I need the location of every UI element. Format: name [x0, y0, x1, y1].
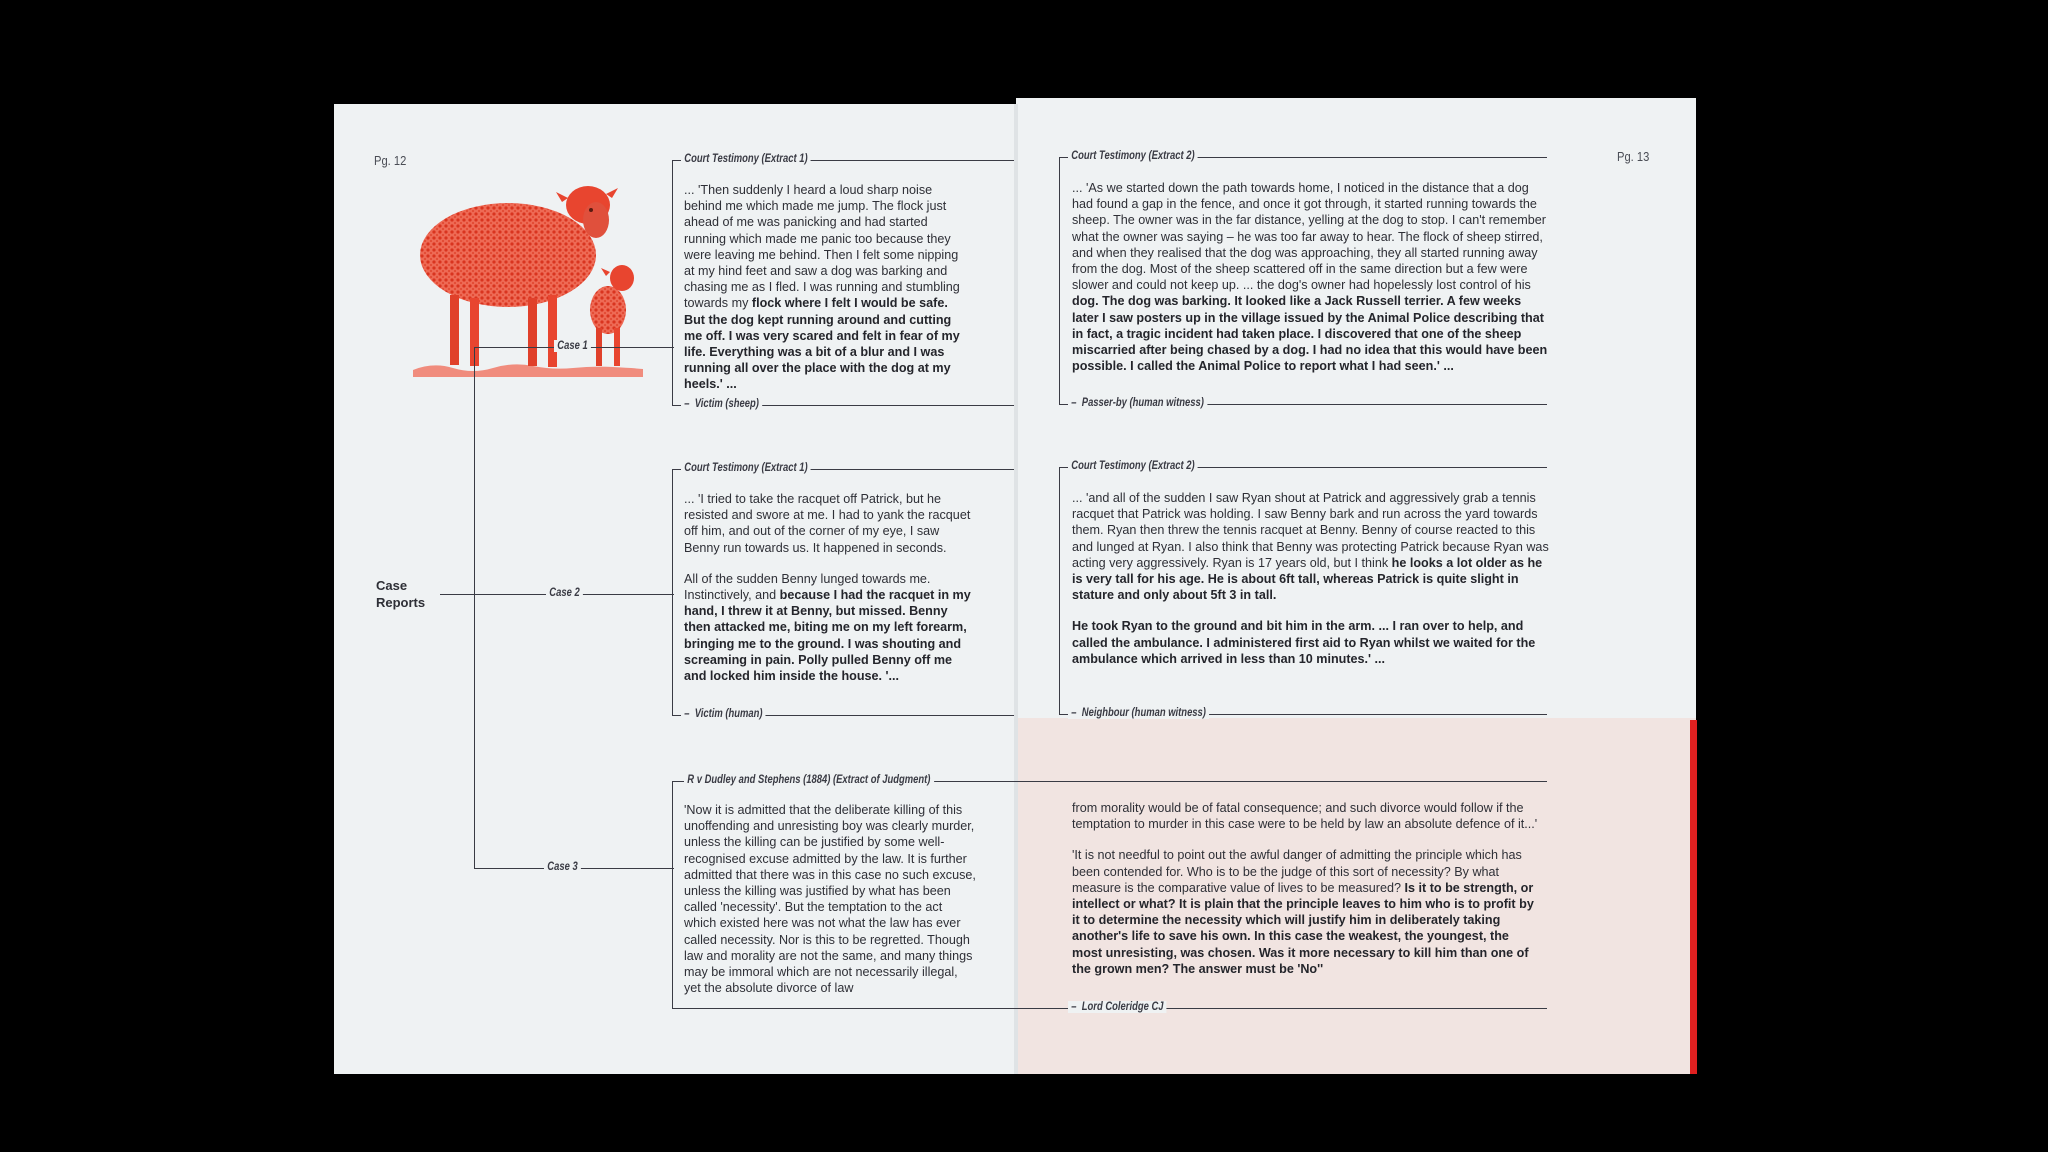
- case2-left-para2: [684, 571, 974, 684]
- sheep-and-lamb-illustration: [408, 170, 648, 385]
- case3-right-para2-plain: 'It is not needful to point out the awful danger of admitting the principle which has been contended for. Who is to be the judge of this sort of necessity? By what measure is the comparative value of lives to be measured?: [1072, 848, 1522, 895]
- case1-right-attribution-text: Passer-by (human witness): [1081, 397, 1204, 409]
- case2-right-attribution-text: Neighbour (human witness): [1081, 707, 1206, 719]
- case2-left-attribution-text: Victim (human): [694, 708, 763, 720]
- section-title-line2: Reports: [376, 595, 426, 610]
- case3-attribution-text: Lord Coleridge CJ: [1081, 1001, 1164, 1013]
- case2-right-testimony: [1072, 490, 1550, 682]
- case3-bracket: [672, 781, 673, 1009]
- case2-right-attribution: – Neighbour (human witness): [1068, 707, 1209, 719]
- case2-left-para2-plain: All of the sudden Benny lunged towards me. Instinctively, and: [684, 571, 931, 603]
- case2-right-para1: [1072, 490, 1550, 603]
- red-page-edge: [1690, 720, 1697, 1074]
- case1-left-bracket: [672, 160, 673, 406]
- case3-attribution: – Lord Coleridge CJ: [1068, 1001, 1167, 1013]
- case2-right-para1-plain: ... 'and all of the sudden I saw Ryan shout at Patrick and aggressively grab a tennis racquet that Patrick was holding. I saw Benny bark and run across the yard towards them. Ryan then threw the tennis racquet at Benny. Benny of course reacted to this and lunged at Ryan. I also think that Benny was protecting Patrick because Ryan was acting very aggressively. Ryan is 17 years old, but I think: [1072, 491, 1549, 570]
- section-title-line1: Case: [376, 578, 408, 593]
- case3-left-text: 'Now it is admitted that the deliberate killing of this unoffending and unresisting boy was clearly murder, unless the killing can be justified by some well-recognised excuse admitted by the law. It is further admitted that there was in this case no such excuse, unless the killing was justified by what has been called 'necessity'. But the temptation to the act which existed here was not what the law has ever called necessity. Nor is this to be regretted. Though law and morality are not the same, and many things may be immoral which are not necessarily illegal, yet the absolute divorce of law: [684, 803, 976, 996]
- case3-heading: R v Dudley and Stephens (1884) (Extract of Judgment): [684, 774, 934, 786]
- case3-judgment-right: [1072, 800, 1542, 992]
- case2-right-bracket: [1059, 467, 1060, 715]
- case2-right-heading: Court Testimony (Extract 2): [1068, 460, 1198, 472]
- case2-left-heading: Court Testimony (Extract 1): [681, 462, 811, 474]
- case2-left-attribution: – Victim (human): [681, 708, 766, 720]
- case1-right-bracket: [1059, 157, 1060, 405]
- case1-right-text-bold: dog. The dog was barking. It looked like a Jack Russell terrier. A few weeks later I saw posters up in the village issued by the Animal Police describing that in fact, a tragic incident had taken place. I discovered that one of the sheep miscarried after being chased by a dog. I had no idea that this would have been possible. I called the Animal Police to report what I had seen.' ...: [1072, 294, 1548, 374]
- page-number-right: Pg. 13: [1617, 149, 1650, 164]
- case1-label: Case 1: [554, 340, 591, 352]
- case1-right-testimony: [1072, 180, 1550, 374]
- case3-right-para2-bold: Is it to be strength, or intellect or what? It is plain that the principle leaves to him who is to profit by it to determine the necessity which will justify him in deliberately taking another's life to save his own. In this case the weakest, the youngest, the most unresisting, was chosen. Was it more necessary to kill him than one of the grown men? The answer must be 'No'': [1072, 880, 1534, 976]
- case1-right-attribution: – Passer-by (human witness): [1068, 397, 1207, 409]
- case1-left-heading: Court Testimony (Extract 1): [681, 153, 811, 165]
- case3-label: Case 3: [544, 861, 581, 873]
- case1-left-testimony: [684, 182, 968, 393]
- case1-right-text-plain: ... 'As we started down the path towards home, I noticed in the distance that a dog had found a gap in the fence, and once it got through, it started running towards the sheep. The owner was in the far distance, yelling at the dog to stop. I can't remember what the owner was saying – he was too far away to hear. The flock of sheep stirred, and when they realised that the dog was approaching, they all started running away from the dog. Most of the sheep scattered off in the same direction but a few were slower and could not keep up. ... the dog's owner had hopelessly lost control of his: [1072, 181, 1546, 293]
- case2-label: Case 2: [546, 587, 583, 599]
- tree-stem: [440, 594, 474, 595]
- case2-right-para2-bold: He took Ryan to the ground and bit him in the arm. ... I ran over to help, and called the ambulance. I administered first aid to Ryan whilst we waited for the ambulance which arrived in less than 10 minutes.' ...: [1072, 619, 1536, 666]
- case2-left-bracket: [672, 469, 673, 715]
- case2-right-para2: [1072, 618, 1550, 667]
- case3-right-para2: [1072, 847, 1542, 977]
- case1-left-attribution: – Victim (sheep): [681, 398, 762, 410]
- case2-left-testimony: [684, 491, 974, 699]
- page-number-left: Pg. 12: [374, 153, 407, 168]
- case1-left-text-plain: ... 'Then suddenly I heard a loud sharp noise behind me which made me jump. The flock just ahead of me was panicking and had started running which made me panic too because they were leaving me behind. Then I felt some nipping at my hind feet and saw a dog was barking and chasing me as I fled. I was running and stumbling towards my: [684, 183, 960, 311]
- case3-right-para1: from morality would be of fatal consequence; and such divorce would follow if the temptation to murder in this case were to be held by law an absolute defence of it...': [1072, 801, 1538, 832]
- case2-left-para1: ... 'I tried to take the racquet off Patrick, but he resisted and swore at me. I had to yank the racquet off him, and out of the corner of my eye, I saw Benny run towards us. It happened in seconds.: [684, 492, 971, 555]
- spine-fold: [1014, 104, 1018, 1074]
- case1-right-heading: Court Testimony (Extract 2): [1068, 150, 1198, 162]
- case1-left-attribution-text: Victim (sheep): [694, 398, 759, 410]
- section-title: [376, 577, 425, 611]
- case2-left-para2-bold: because I had the racquet in my hand, I threw it at Benny, but missed. Benny then attacked me, biting me on my left forearm, bringing me to the ground. I was shouting and screaming in pain. Polly pulled Benny off me and locked him inside the house. '...: [684, 588, 971, 684]
- case2-right-para1-bold: he looks a lot older as he is very tall for his age. He is about 6ft tall, whereas Patrick is quite slight in stature and only about 5ft 3 in tall.: [1072, 555, 1543, 603]
- case3-judgment-left: [684, 802, 976, 996]
- tree-trunk: [474, 347, 475, 869]
- case1-left-text-bold: flock where I felt I would be safe. But the dog kept running around and cutting me off. I was very scared and felt in fear of my life. Everything was a bit of a blur and I was running all over the place with the dog at my heels.' ...: [684, 296, 960, 392]
